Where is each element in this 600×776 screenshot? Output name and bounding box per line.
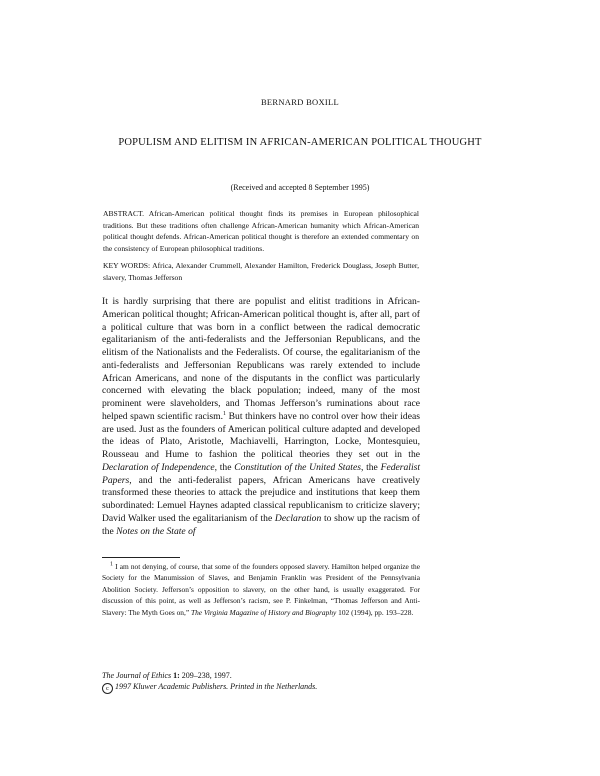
title-notes-on-the-state: Notes on the State of bbox=[116, 525, 196, 537]
journal-pages: 209–238, 1997. bbox=[181, 671, 232, 680]
footnote-journal-title: The Virginia Magazine of History and Biography bbox=[190, 607, 337, 617]
keywords-text: Africa, Alexander Crummell, Alexander Hamilton, Frederick Douglass, Joseph Butter, slavery, Thomas Jefferson bbox=[103, 261, 420, 282]
footnote-text: 102 (1994), pp. 193–228. bbox=[336, 607, 414, 617]
author-name: BERNARD BOXILL bbox=[260, 97, 340, 107]
footnote-reference: 1 bbox=[223, 410, 227, 417]
journal-info bbox=[102, 670, 420, 694]
body-paragraph bbox=[102, 296, 420, 538]
journal-name: The Journal of Ethics bbox=[102, 671, 172, 680]
copyright-line bbox=[102, 681, 420, 694]
footnote-divider bbox=[102, 557, 180, 558]
copyright-icon: c bbox=[102, 683, 113, 694]
abstract-label: ABSTRACT. bbox=[103, 209, 144, 218]
body-text-part: , and the anti-federalist papers, African Americans have creatively transformed these theories to attack the prejudice and institutions that keep them subordinated: Lemuel Haynes adapted classical republicanism to criticize slavery; David Walker used the egalitarianism of the bbox=[102, 474, 420, 524]
footnote-mark: 1 bbox=[110, 561, 113, 568]
abstract-text: African-American political thought finds its premises in European philosophical traditions. But these traditions often challenge African-American humanity which African-American political thought defends. African-American political thought is therefore an extended commentary on the consistency of European philosophical traditions. bbox=[103, 209, 419, 253]
footnote-paragraph bbox=[102, 561, 420, 618]
title-constitution: Constitution of the United States bbox=[234, 461, 361, 473]
footnote bbox=[102, 561, 420, 618]
body-text-part: , the bbox=[360, 461, 381, 473]
body-text-part: But thinkers have no control over how their ideas are used. Just as the founders of American political culture adapted and developed the ideas of Plato, Aristotle, Machiavelli, Harrington, Locke, Montesquieu, Rousseau and Hume to fashion the political theories they set out in the bbox=[102, 410, 420, 460]
keywords-label: KEY WORDS: bbox=[103, 261, 151, 270]
body-text-part: to show up the racism of the bbox=[102, 512, 420, 537]
title-declaration-of-independence: Declaration of Independence bbox=[102, 461, 215, 473]
paper-title: POPULISM AND ELITISM IN AFRICAN-AMERICAN POLITICAL THOUGHT bbox=[118, 137, 482, 148]
received-date: (Received and accepted 8 September 1995) bbox=[230, 183, 370, 192]
abstract bbox=[103, 208, 419, 254]
title-declaration: Declaration bbox=[274, 512, 322, 524]
journal-citation bbox=[102, 670, 420, 681]
body-text-part: It is hardly surprising that there are populist and elitist traditions in African-American political thought; African-American political thought is, after all, part of a political culture that was born in a conflict between the radical democratic egalitarianism of the anti-federalists and the Jeffersonian Republicans, and the elitism of the Nationalists and the Federalists. Of course, the egalitarianism of the anti-federalists and Jeffersonian Republicans was rarely extended to include African Americans, and none of the disputants in the conflict was particularly concerned with elevating the black population; indeed, many of the most prominent were slaveholders, and Thomas Jefferson’s ruminations about race helped spawn scientific racism. bbox=[102, 296, 420, 422]
journal-volume: 1: bbox=[173, 671, 180, 680]
keywords bbox=[103, 260, 419, 283]
body-text bbox=[102, 296, 420, 538]
body-text-part: , the bbox=[214, 461, 235, 473]
footnote-text: I am not denying, of course, that some of the founders opposed slavery. Hamilton helped organize the Society for the Manumission of Slaves, and Benjamin Franklin was President of the Pennsylvania Abolition Society. Jefferson’s opposition to slavery, on the other hand, is usually exaggerated. For discussion of this point, as well as Jefferson’s racism, see P. Finkelman, “Thomas Jefferson and Anti-Slavery: The Myth Goes on,” bbox=[102, 562, 420, 617]
copyright-text: 1997 Kluwer Academic Publishers. Printed in the Netherlands. bbox=[115, 682, 318, 691]
title-federalist-papers: Federalist Papers bbox=[102, 461, 421, 486]
